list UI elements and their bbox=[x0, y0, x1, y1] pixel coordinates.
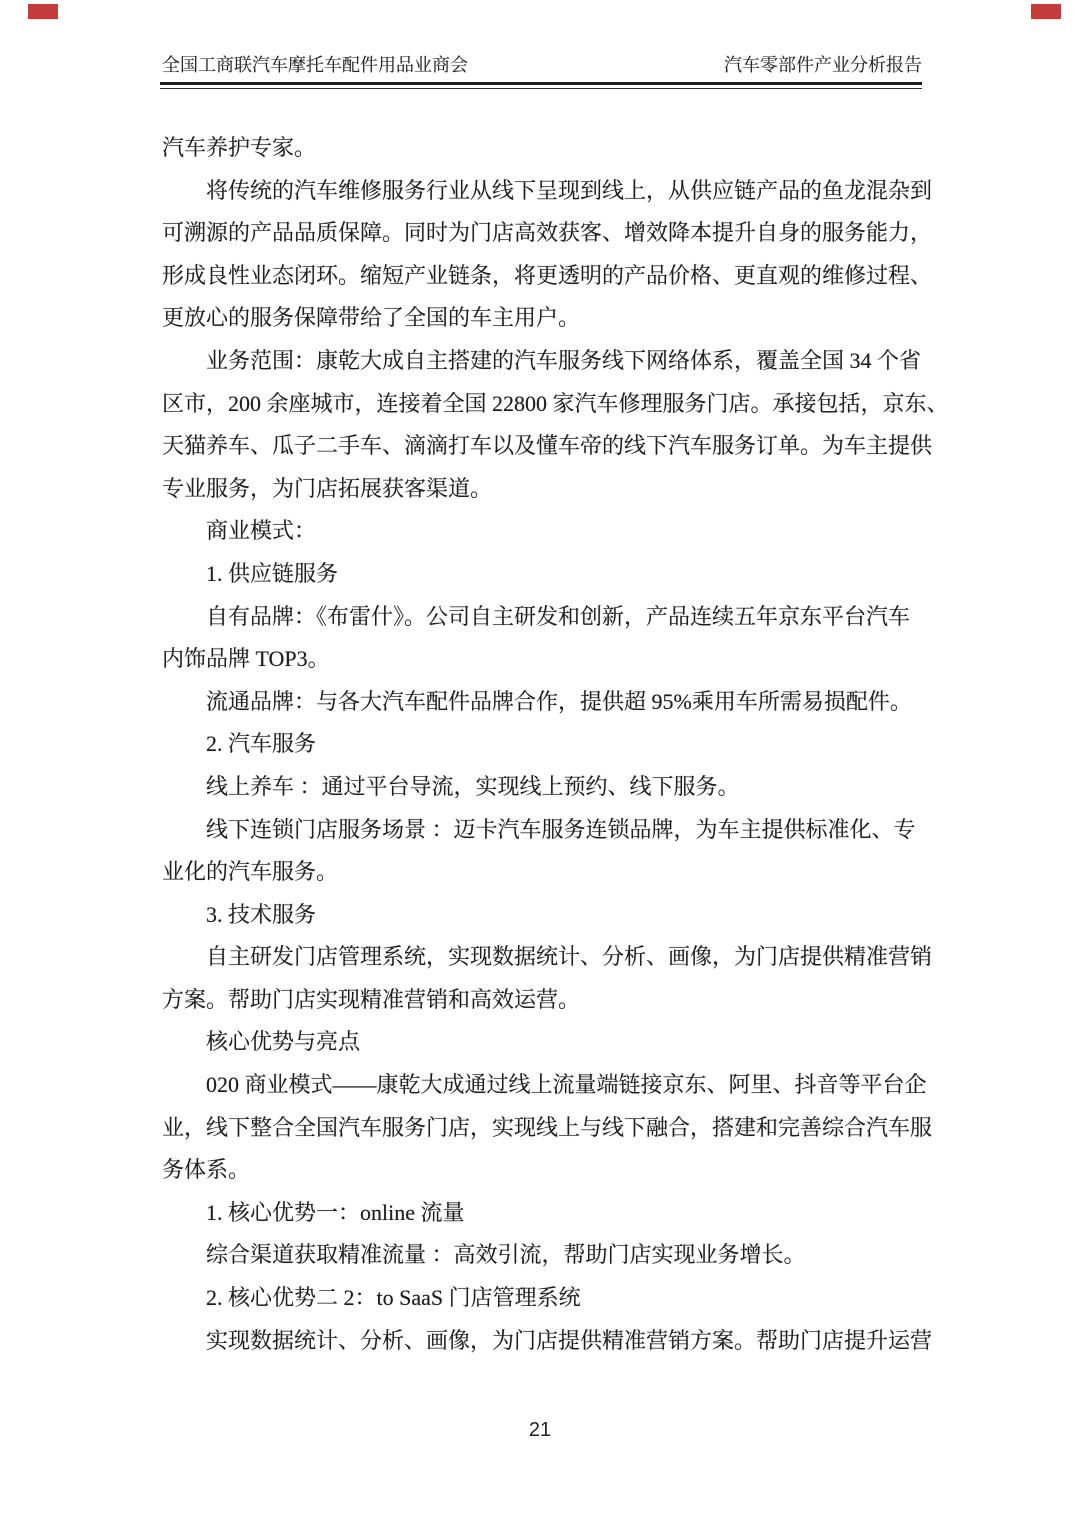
body-line: 更放心的服务保障带给了全国的车主用户。 bbox=[162, 305, 581, 331]
body-line: 商业模式： bbox=[206, 518, 317, 544]
body-line: 1. 核心优势一：online 流量 bbox=[206, 1199, 465, 1225]
body-line: 综合渠道获取精准流量 ：高效引流，帮助门店实现业务增长。 bbox=[206, 1242, 806, 1268]
body-line: 业务范围：康乾大成自主搭建的汽车服务线下网络体系，覆盖全国 34 个省 bbox=[206, 347, 922, 373]
body-line: 内饰品牌 TOP3。 bbox=[162, 646, 330, 672]
body-line: 020 商业模式——康乾大成通过线上流量端链接京东、阿里、抖音等平台企 bbox=[206, 1072, 927, 1098]
body-line: 核心优势与亮点 bbox=[206, 1029, 361, 1055]
body-line: 线下连锁门店服务场景 ：迈卡汽车服务连锁品牌，为车主提供标准化、专 bbox=[206, 816, 916, 842]
body-line: 形成良性业态闭环。缩短产业链条，将更透明的产品价格、更直观的维修过程、 bbox=[162, 262, 933, 288]
body-line: 天猫养车、瓜子二手车、滴滴打车以及懂车帝的线下汽车服务订单。为车主提供 bbox=[162, 433, 933, 459]
body-line: 可溯源的产品品质保障。同时为门店高效获客、增效降本提升自身的服务能力， bbox=[162, 220, 933, 246]
page-header bbox=[162, 50, 922, 80]
body-line: 3. 技术服务 bbox=[206, 901, 317, 927]
body-line: 1. 供应链服务 bbox=[206, 560, 339, 586]
page-number: 21 bbox=[528, 1419, 552, 1441]
body-line: 实现数据统计、分析、画像，为门店提供精准营销方案。帮助门店提升运营 bbox=[206, 1327, 933, 1353]
body-line: 汽车养护专家。 bbox=[162, 135, 317, 160]
page-footer bbox=[0, 1419, 1080, 1442]
body-line: 业，线下整合全国汽车服务门店，实现线上与线下融合，搭建和完善综合汽车服 bbox=[162, 1114, 933, 1140]
body-line: 区市，200 余座城市，连接着全国 22800 家汽车修理服务门店。承接包括，京东、 bbox=[162, 390, 949, 416]
body-line: 2. 汽车服务 bbox=[206, 731, 317, 757]
red-corner-mark-left bbox=[28, 4, 58, 19]
body-line: 业化的汽车服务。 bbox=[162, 859, 339, 885]
body-line: 务体系。 bbox=[162, 1157, 251, 1183]
body-line: 方案。帮助门店实现精准营销和高效运营。 bbox=[162, 986, 581, 1012]
body-line: 自有品牌：《布雷什》。公司自主研发和创新，产品连续五年京东平台汽车 bbox=[206, 603, 911, 629]
red-corner-mark-right bbox=[1031, 4, 1061, 19]
header-right-text: 汽车零部件产业分析报告 bbox=[724, 55, 922, 75]
body-line: 2. 核心优势二 2：to SaaS 门店管理系统 bbox=[206, 1285, 581, 1311]
header-left-text: 全国工商联汽车摩托车配件用品业商会 bbox=[162, 55, 468, 75]
header-rule-thick bbox=[160, 82, 922, 85]
body-text bbox=[162, 127, 949, 1362]
header-rule-thin bbox=[160, 88, 922, 89]
body-line: 线上养车 ：通过平台导流，实现线上预约、线下服务。 bbox=[206, 773, 740, 799]
body-line: 流通品牌：与各大汽车配件品牌合作，提供超 95%乘用车所需易损配件。 bbox=[206, 688, 912, 714]
body-line: 将传统的汽车维修服务行业从线下呈现到线上，从供应链产品的鱼龙混杂到 bbox=[206, 177, 933, 203]
body-line: 自主研发门店管理系统，实现数据统计、分析、画像，为门店提供精准营销 bbox=[206, 944, 933, 970]
body-line: 专业服务，为门店拓展获客渠道。 bbox=[162, 475, 493, 501]
